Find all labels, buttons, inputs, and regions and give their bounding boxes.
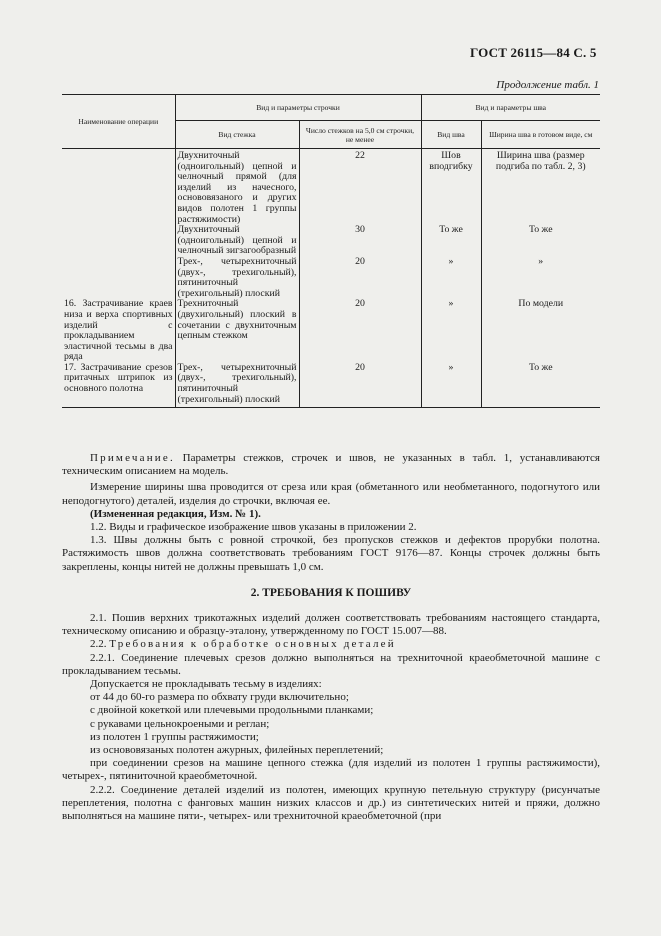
page-header: ГОСТ 26115—84 С. 5 (470, 45, 597, 60)
revision-note: (Измененная редакция, Изм. № 1). (90, 507, 261, 520)
header-seam-group: Вид и параметры шва (421, 95, 600, 121)
paragraph-seam-width: Измерение ширины шва проводится от среза или края (обметанного или необметанного, подогнутого или неподогнутого) деталей, изделия до строчки, включая ее. (62, 481, 600, 507)
list-item: из основовязаных полотен ажурных, филейных переплетений; (90, 744, 384, 757)
paragraph-2-1: 2.1. Пошив верхних трикотажных изделий должен соответствовать требованиям настоящего стандарта, техническому описанию и образцу-эталону, утвержденному по ГОСТ 15.007—88. (62, 612, 600, 638)
header-stitch-group: Вид и параметры строчки (175, 95, 421, 121)
table-row: 16. Застрачивание краев низа и верха спортивных изделий с прокладыванием эластичной тесьмы в два ряда Трехниточный (двухигольный) плоский в сочетании с двухниточным цепным стежком 20 » По модели (62, 299, 600, 363)
paragraph-1-3: 1.3. Швы должны быть с ровной строчкой, без пропусков стежков и дефектов прорубки полотна. Растяжимость швов должна соответствовать требованиям ГОСТ 9176—87. Концы строчек должны быть закреплены, концы нитей не должны превышать 1,0 см. (62, 534, 600, 573)
table-1-continuation (62, 94, 600, 408)
list-item: при соединении срезов на машине цепного стежка (для изделий из полотен 1 группы растяжимости), четырех-, пятиниточной краеобметочной. (62, 757, 600, 783)
header-operation: Наименование операции (62, 95, 175, 149)
section-title: 2. ТРЕБОВАНИЯ К ПОШИВУ (250, 587, 412, 599)
table-row: Трех-, четырехниточный (двух-, трехигольный), пятиниточный (трехигольный) плоский 20 » » (62, 257, 600, 299)
paragraph-1-2: 1.2. Виды и графическое изображение швов указаны в приложении 2. (90, 521, 417, 534)
body-text-2 (62, 612, 600, 823)
paragraph-2-2: 2.2. Требования к обработке основных деталей (90, 638, 396, 651)
list-item: из полотен 1 группы растяжимости; (90, 730, 259, 743)
table-note: Примечание. Параметры стежков, строчек и швов, не указанных в табл. 1, устанавливаются техническим описанием на модель. (62, 452, 600, 478)
header-stitch-type: Вид стежка (175, 121, 299, 149)
header-seam-type: Вид шва (421, 121, 481, 149)
header-seam-width: Ширина шва в готовом виде, см (481, 121, 600, 149)
table-row: Двухниточный (одноигольный) цепной и челночный прямой (для изделий из начесного, основовязаного и других видов полотен 1 группы растяжимости) 22 Шов вподгибку Ширина шва (размер подгиба по табл. 2, 3) (62, 149, 600, 226)
table-row: 17. Застрачивание срезов притачных штрипок из основного полотна Трех-, четырехниточный (двух-, трехигольный), пятиниточный (трехигольный) плоский 20 » То же (62, 363, 600, 408)
table-continuation-label: Продолжение табл. 1 (496, 79, 599, 91)
paragraph-2-2-2: 2.2.2. Соединение деталей изделий из полотен, имеющих крупную петельную структуру (рисунчатые переплетения, полотна с фанговых машин низких классов и др.) из синтетических нитей и пряжи, должно выполняться на машине пяти-, четырех- или трехниточной краеобметочной (при (62, 783, 600, 823)
paragraph-2-2-1: 2.2.1. Соединение плечевых срезов должно выполняться на трехниточной краеобметочной машине с прокладыванием тесьмы. (62, 651, 600, 677)
list-item: от 44 до 60-го размера по обхвату груди включительно; (90, 691, 349, 704)
list-item: с двойной кокеткой или плечевыми продольными планками; (90, 704, 374, 717)
table-row: Двухниточный (одноигольный) цепной и челночный зигзагообразный 30 То же То же (62, 225, 600, 257)
list-intro: Допускается не прокладывать тесьму в изделиях: (90, 678, 322, 691)
list-item: с рукавами цельнокроеными и реглан; (90, 717, 270, 730)
stitch-table (62, 94, 600, 408)
header-stitch-count: Число стежков на 5,0 см строчки, не менее (299, 121, 421, 149)
body-text-1 (62, 452, 600, 574)
